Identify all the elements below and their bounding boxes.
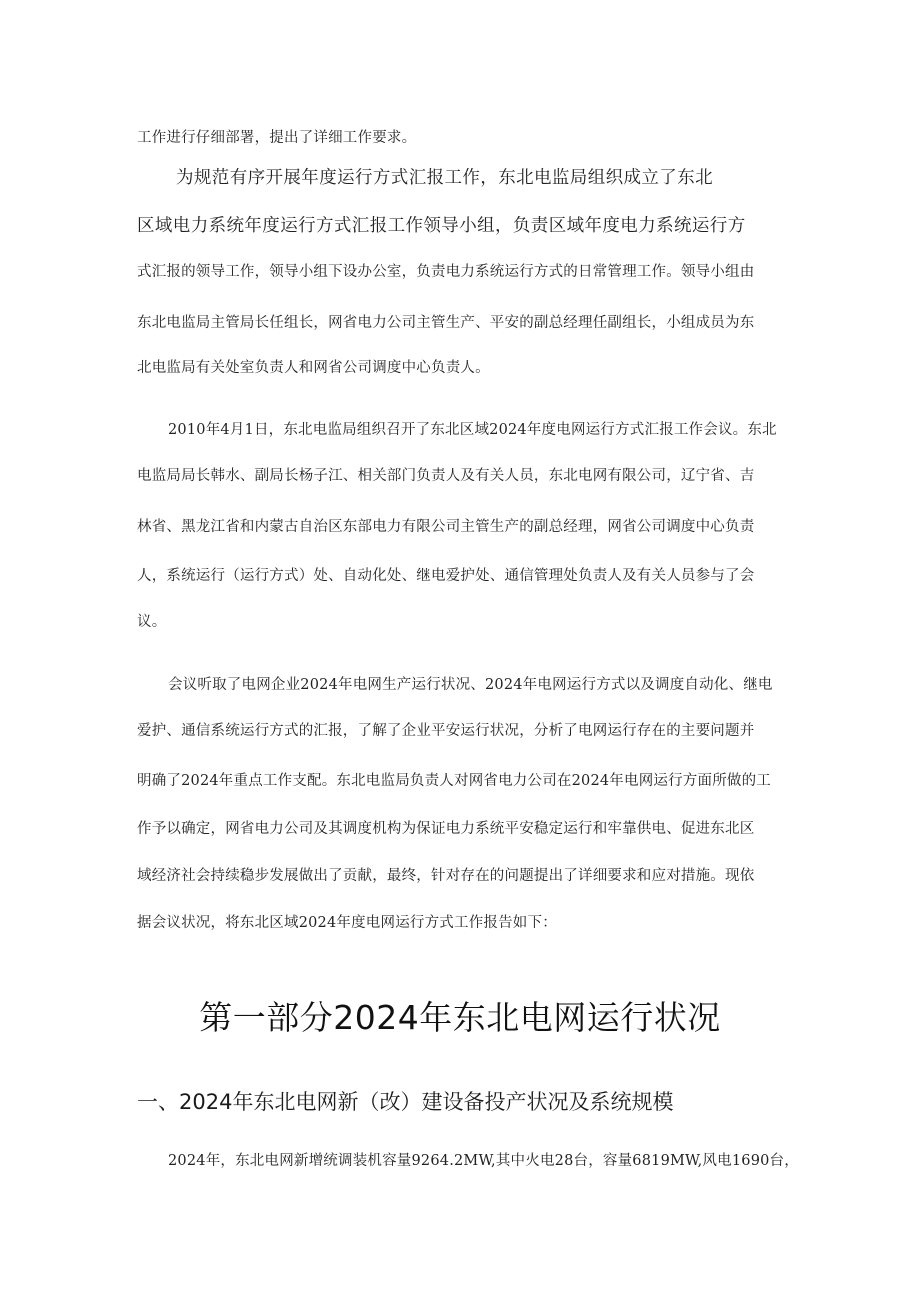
text-line: 区域电力系统年度运行方式汇报工作领导小组，负责区域年度电力系统运行方 <box>137 216 746 236</box>
text-line: 域经济社会持续稳步发展做出了贡献，最终，针对存在的问题提出了详细要求和应对措施。现依 <box>137 868 755 884</box>
part-title: 第一部分2024年东北电网运行状况 <box>199 998 721 1037</box>
text-line: 作予以确定，网省电力公司及其调度机构为保证电力系统平安稳定运行和牢靠供电、促进东北区 <box>137 821 755 837</box>
text-line: 电监局局长韩水、副局长杨子江、相关部门负责人及有关人员，东北电网有限公司，辽宁省、吉 <box>137 468 755 484</box>
text-line: 据会议状况，将东北区域2024年度电网运行方式工作报告如下： <box>137 915 557 931</box>
text-line: 明确了2024年重点工作支配。东北电监局负责人对网省电力公司在2024年电网运行方面所做的工 <box>137 773 771 789</box>
text-line: 人，系统运行（运行方式）处、自动化处、继电爱护处、通信管理处负责人及有关人员参与了会 <box>137 568 755 584</box>
text-line: 林省、黑龙江省和内蒙古自治区东部电力有限公司主管生产的副总经理，网省公司调度中心负责 <box>137 519 755 535</box>
section-heading: 一、2024年东北电网新（改）建设备投产状况及系统规模 <box>137 1090 674 1114</box>
text-line: 为规范有序开展年度运行方式汇报工作，东北电监局组织成立了东北 <box>176 168 713 188</box>
text-line: 会议听取了电网企业2024年电网生产运行状况、2024年电网运行方式以及调度自动化、继电 <box>168 677 773 693</box>
text-line: 2010年4月1日，东北电监局组织召开了东北区域2024年度电网运行方式汇报工作会议。东北 <box>168 422 777 438</box>
text-line: 2024年，东北电网新增统调装机容量9264.2MW,其中火电28台，容量6819MW,风电1690台， <box>168 1153 799 1169</box>
text-line: 爱护、通信系统运行方式的汇报，了解了企业平安运行状况，分析了电网运行存在的主要问题并 <box>137 723 755 739</box>
text-line: 北电监局有关处室负责人和网省公司调度中心负责人。 <box>137 360 490 376</box>
text-line: 东北电监局主管局长任组长，网省电力公司主管生产、平安的副总经理任副组长，小组成员为东 <box>137 315 755 331</box>
text-line: 议。 <box>137 614 167 630</box>
text-line: 式汇报的领导工作，领导小组下设办公室，负责电力系统运行方式的日常管理工作。领导小组由 <box>137 264 755 280</box>
text-line: 工作进行仔细部署，提出了详细工作要求。 <box>137 130 417 146</box>
